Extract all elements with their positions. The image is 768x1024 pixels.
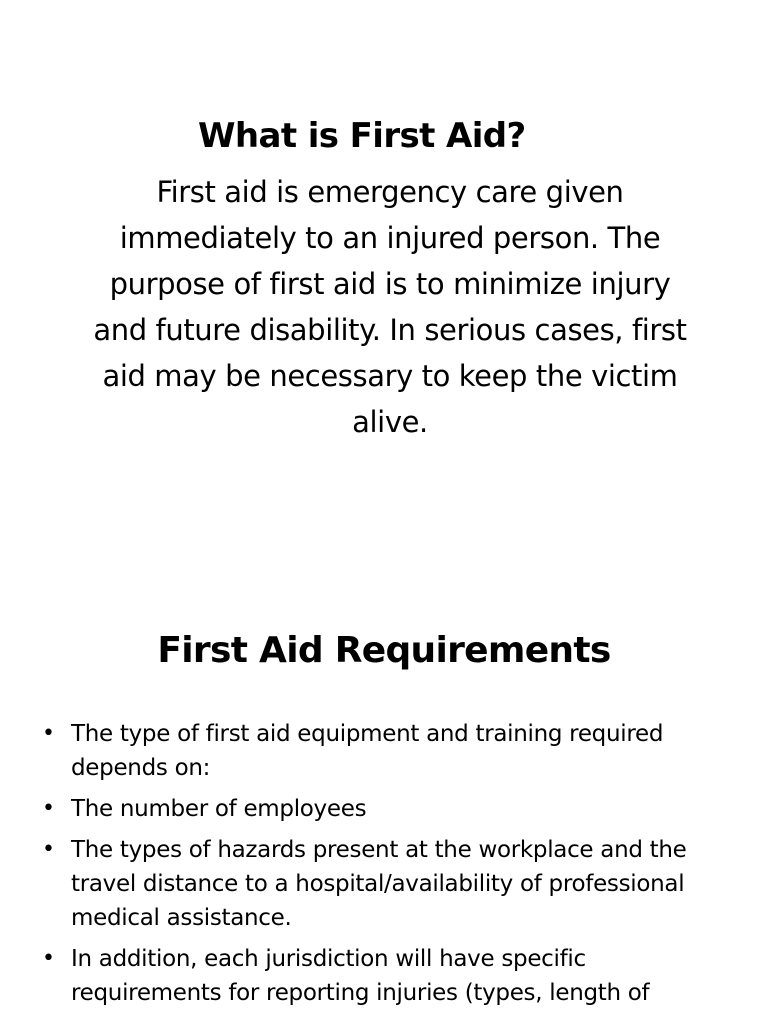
bullet-list: [42, 717, 732, 1017]
bullet-dot-icon: •: [42, 946, 55, 971]
bullet-item: [42, 717, 732, 785]
bullet-text: In addition, each jurisdiction will have specific requirements for reporting injuries (types, length of: [71, 946, 650, 1006]
bullet-dot-icon: •: [42, 721, 55, 746]
bullet-item: [42, 833, 732, 935]
bullet-item: [42, 792, 732, 826]
slide-first-aid-requirements: [0, 560, 768, 1024]
bullet-dot-icon: •: [42, 796, 55, 821]
bullet-text: The type of first aid equipment and training required depends on:: [71, 721, 664, 781]
bullet-text: The types of hazards present at the workplace and the travel distance to a hospital/availability of professional medical assistance.: [71, 837, 687, 931]
bullet-item: [42, 942, 732, 1010]
bullet-dot-icon: •: [42, 837, 55, 862]
slide-body-text: First aid is emergency care given immediately to an injured person. The purpose of first aid is to minimize injury and future disability. In serious cases, first aid may be necessary to keep the victim alive.: [93, 175, 687, 439]
slide-title: First Aid Requirements: [157, 630, 611, 671]
bullet-text: The number of employees: [71, 796, 367, 822]
slide-title: What is First Aid?: [198, 116, 526, 156]
